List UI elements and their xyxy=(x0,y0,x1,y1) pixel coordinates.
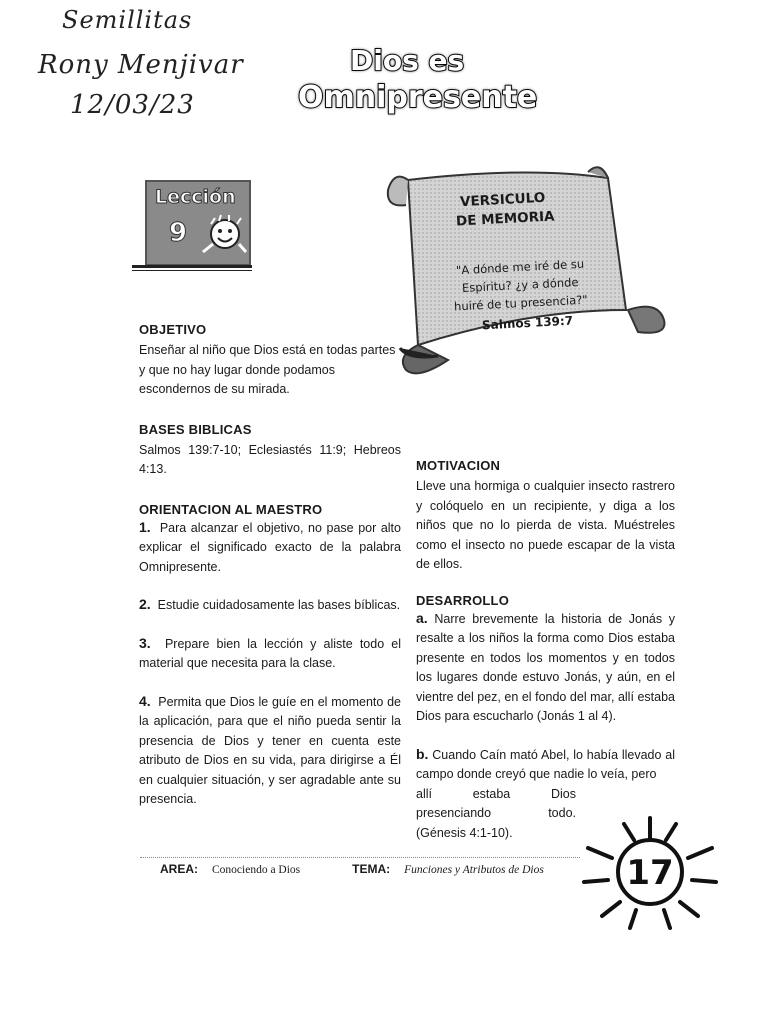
orientacion-section xyxy=(139,502,401,810)
word: todo. xyxy=(548,806,576,820)
item-label: b. xyxy=(416,745,429,762)
item-number: 1. xyxy=(139,518,151,535)
lesson-badge-number: 9 xyxy=(169,218,188,248)
badge-base-line xyxy=(132,265,252,268)
verse-reference: Salmos 139:7 xyxy=(481,313,574,333)
item-text: Estudie cuidadosamente las bases bíblicas. xyxy=(157,598,401,612)
item-number: 2. xyxy=(139,596,151,612)
orientacion-item-3 xyxy=(139,634,401,674)
motivacion-heading: MOTIVACION xyxy=(416,458,501,473)
item-text: Permita que Dios le guíe en el momento de la aplicación, para que el niño pueda sentir la presencia de Dios y tener en cuenta este atributo de Dios en su vida, para dirigirse a Él en cualquier situación, y ser agradable ante su presencia. xyxy=(139,694,401,806)
word: presenciando xyxy=(416,806,492,820)
page-title-line-2: Omnipresente xyxy=(298,80,538,115)
footer-bar xyxy=(160,862,600,876)
lesson-badge-label: Lección xyxy=(155,186,236,208)
word: Dios xyxy=(550,786,576,801)
desarrollo-section xyxy=(416,593,675,844)
child-face-icon xyxy=(199,214,247,258)
item-text: Cuando Caín mató Abel, lo había llevado al campo donde creyó que nadie lo veía, pero xyxy=(416,747,675,781)
word: allí xyxy=(416,786,432,801)
verse-text-line-2: Espíritu? ¿y a dónde xyxy=(461,274,579,296)
motivacion-text: Lleve una hormiga o cualquier insecto rastrero y colóquelo en un recipiente, y diga a los niños que no lo pierda de vista. Muéstreles como el insecto no puede escapar de la vista de ellos. xyxy=(416,479,675,571)
objetivo-section xyxy=(139,322,401,400)
orientacion-item-2 xyxy=(139,595,401,616)
desarrollo-heading: DESARROLLO xyxy=(416,592,509,608)
bases-heading: BASES BIBLICAS xyxy=(139,421,252,437)
area-label: AREA: xyxy=(160,862,198,876)
desarrollo-b-line-5: (Génesis 4:1-10). xyxy=(416,825,513,840)
verse-text-line-3: huiré de tu presencia?" xyxy=(453,292,588,314)
handwritten-name-2: Rony Menjivar xyxy=(38,50,244,80)
verse-heading-1: VERSICULO xyxy=(459,189,546,211)
right-column xyxy=(416,458,675,843)
objetivo-heading: OBJETIVO xyxy=(139,322,207,337)
badge-base-line-2 xyxy=(132,270,252,271)
tema-label: TEMA: xyxy=(352,862,391,876)
objetivo-text: Enseñar al niño que Dios está en todas partes y que no hay lugar donde podamos escondernos de su mirada. xyxy=(139,343,396,396)
desarrollo-b-line-4 xyxy=(416,804,576,824)
item-label: a. xyxy=(416,609,428,626)
word: estaba xyxy=(472,786,511,801)
desarrollo-item-a xyxy=(416,609,675,727)
verse-text-line-1: "A dónde me iré de su xyxy=(455,256,585,278)
item-text: Prepare bien la lección y aliste todo el material que necesita para la clase. xyxy=(139,636,401,670)
tema-value: Funciones y Atributos de Dios xyxy=(404,864,544,876)
page-number: 17 xyxy=(626,853,674,893)
orientacion-item-4 xyxy=(139,692,401,810)
handwritten-date: 12/03/23 xyxy=(70,90,195,120)
orientacion-heading: ORIENTACION AL MAESTRO xyxy=(139,501,323,517)
item-number: 4. xyxy=(139,692,151,709)
bases-text: Salmos 139:7-10; Eclesiastés 11:9; Hebreos 4:13. xyxy=(139,442,401,476)
area-value: Conociendo a Dios xyxy=(212,864,301,876)
left-column xyxy=(139,322,401,810)
item-number: 3. xyxy=(139,634,151,651)
item-text: Para alcanzar el objetivo, no pase por alto explicar el significado exacto de la palabra Omnipresente. xyxy=(139,520,401,574)
item-text: Narre brevemente la historia de Jonás y resalte a los niños la forma como Dios estaba presente en todos los momentos y en todos los lugares donde estuvo Jonás, y aún, en el vientre del pez, en el fondo del mar, allí estaba Dios para escucharlo (Jonás 1 al 4). xyxy=(416,611,675,723)
footer-rule xyxy=(140,857,580,858)
lesson-badge xyxy=(145,180,251,266)
desarrollo-item-b xyxy=(416,745,675,785)
bases-section xyxy=(139,422,401,480)
handwritten-name-1: Semillitas xyxy=(62,6,193,34)
page-title-line-1: Dios es xyxy=(350,44,465,77)
motivacion-section xyxy=(416,458,675,575)
desarrollo-b-line-3 xyxy=(416,785,576,805)
verse-heading-2: DE MEMORIA xyxy=(455,208,555,230)
orientacion-item-1 xyxy=(139,518,401,578)
